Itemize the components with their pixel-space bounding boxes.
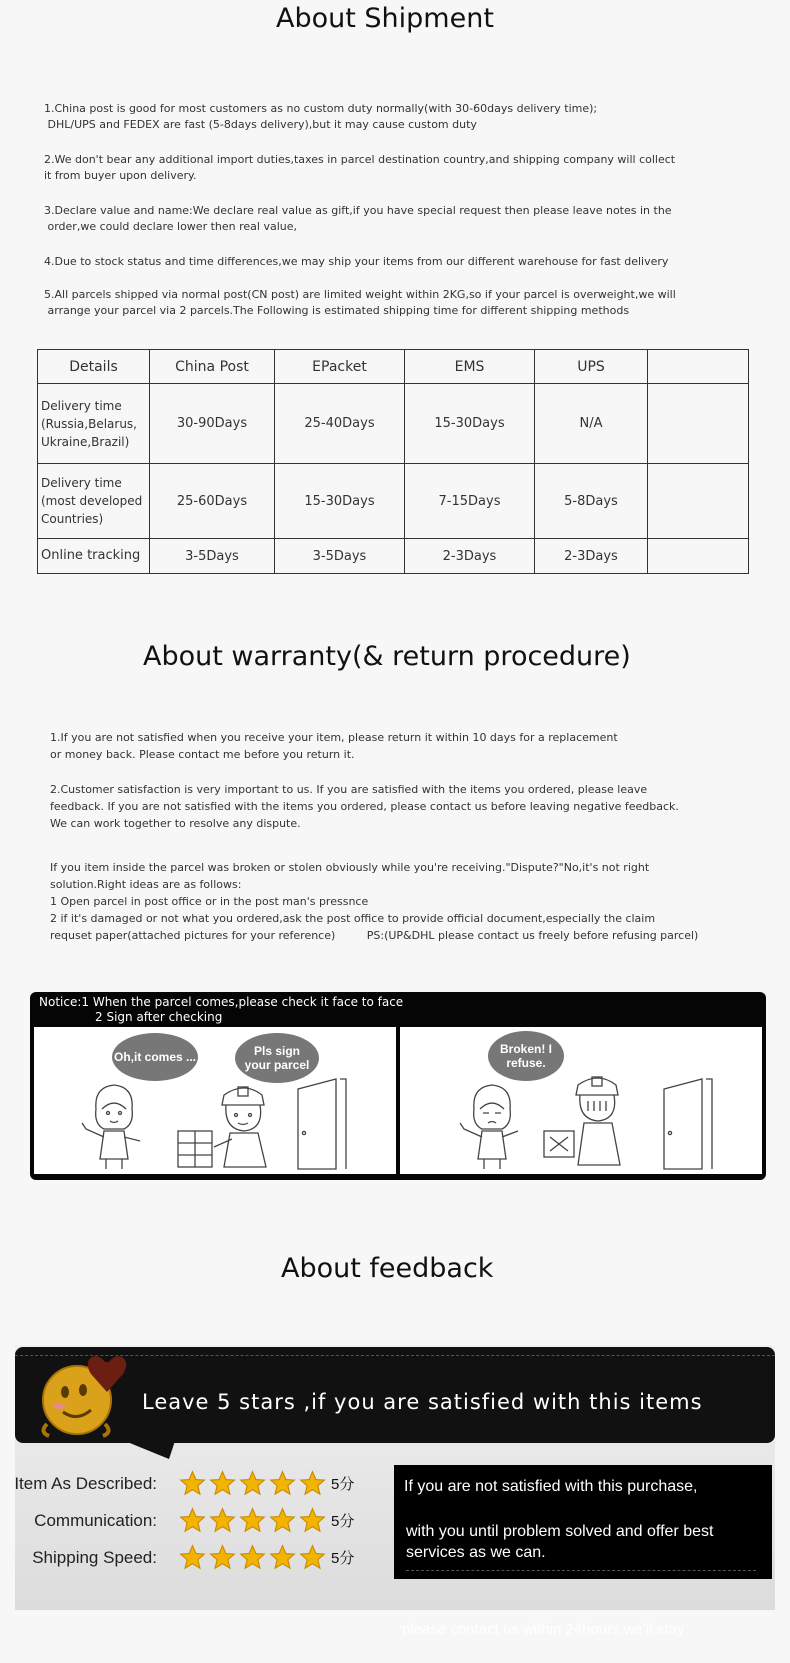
shipment-note-4: 4.Due to stock status and time differences,we may ship your items from our different warehouse for fast delivery xyxy=(44,255,669,268)
warranty-p3: If you item inside the parcel was broken or stolen obviously while you're receiving."Dispute?"No,it's not right solution.Right ideas are as follows: 1 Open parcel in post office or in the post man's pressnce 2 if it's damaged or not what you ordered,ask the post office to provide official document,especially the claim requset paper(attached pictures for your reference) PS:(UP&DHL please contact us freely before refusing parcel) xyxy=(50,861,699,942)
shipment-note-5: 5.All parcels shipped via normal post(CN post) are limited weight within 2KG,so if your parcel is overweight,we will arrange your parcel via 2 parcels.The Following is estimated shipping time for different shipping methods xyxy=(44,288,676,317)
girl-figure-icon xyxy=(452,1079,532,1171)
table-row xyxy=(38,464,749,539)
table-cell: 25-40Days xyxy=(275,384,405,464)
feedback-title: About feedback xyxy=(281,1253,494,1284)
star-icon xyxy=(179,1507,206,1534)
rating-score: 5分 xyxy=(331,1476,355,1493)
shipment-note-1: 1.China post is good for most customers as no custom duty normally(with 30-60days delivery time); DHL/UPS and FEDEX are fast (5-8days delivery),but it may cause custom duty xyxy=(44,102,598,131)
warranty-p1: 1.If you are not satisfied when you receive your item, please return it within 10 days for a replacement or money back. Please contact me before you return it. xyxy=(50,731,618,761)
banner-tail-icon xyxy=(125,1441,175,1461)
star-icon xyxy=(179,1470,206,1497)
postman-with-broken-parcel-icon xyxy=(540,1071,650,1171)
table-cell: 3-5Days xyxy=(275,539,405,574)
shipping-time-table xyxy=(37,349,749,574)
table-cell: 2-3Days xyxy=(405,539,535,574)
rating-row-shipping-speed xyxy=(2,1544,354,1571)
star-icon xyxy=(179,1544,206,1571)
table-header: EPacket xyxy=(275,350,405,384)
table-row xyxy=(38,539,749,574)
star-icon xyxy=(239,1470,266,1497)
table-cell: 5-8Days xyxy=(535,464,648,539)
shipment-note-2: 2.We don't bear any additional import duties,taxes in parcel destination country,and shipping company will collect it from buyer upon delivery. xyxy=(44,153,676,182)
star-icon xyxy=(269,1470,296,1497)
door-icon xyxy=(292,1075,352,1171)
table-header-row xyxy=(38,350,749,384)
star-icon xyxy=(209,1507,236,1534)
emoji-heart-icon xyxy=(35,1352,135,1442)
notice-line-2: 2 Sign after checking xyxy=(95,1010,223,1024)
table-row xyxy=(38,384,749,464)
postman-with-parcel-icon xyxy=(174,1081,284,1173)
speech-bubble: Pls sign your parcel xyxy=(235,1033,319,1083)
illustration-accept xyxy=(34,1027,396,1174)
star-icon xyxy=(209,1544,236,1571)
note-line-1: If you are not satisfied with this purchase, xyxy=(404,1478,698,1495)
footer-contact-text: please contact us within 24hours,we'll stay xyxy=(402,1621,685,1638)
table-cell xyxy=(648,384,749,464)
table-header: China Post xyxy=(150,350,275,384)
star-icon xyxy=(239,1544,266,1571)
table-header: Details xyxy=(38,350,150,384)
illustration-refuse xyxy=(400,1027,762,1174)
notice-box xyxy=(30,992,766,1180)
door-icon xyxy=(658,1075,718,1171)
satisfaction-note-box xyxy=(394,1465,772,1579)
note-line-3: services as we can. xyxy=(406,1544,546,1561)
star-icon xyxy=(299,1507,326,1534)
table-cell: 7-15Days xyxy=(405,464,535,539)
rating-label: Shipping Speed: xyxy=(32,1547,157,1567)
table-cell: 2-3Days xyxy=(535,539,648,574)
star-group xyxy=(179,1470,329,1497)
table-header: UPS xyxy=(535,350,648,384)
star-icon xyxy=(239,1507,266,1534)
table-cell xyxy=(648,539,749,574)
table-cell: 15-30Days xyxy=(275,464,405,539)
shipment-notes xyxy=(44,101,744,338)
warranty-title: About warranty(& return procedure) xyxy=(143,641,631,672)
table-cell: N/A xyxy=(535,384,648,464)
warranty-p2: 2.Customer satisfaction is very important to us. If you are satisfied with the items you ordered, please leave feedback. If you are not satisfied with the items you ordered, please contact us before leaving negative feedback. We can work together to resolve any dispute. xyxy=(50,783,679,830)
rating-label: Communication: xyxy=(34,1510,157,1530)
table-header: EMS xyxy=(405,350,535,384)
table-cell: Delivery time (Russia,Belarus, Ukraine,Brazil) xyxy=(38,384,150,464)
rating-score: 5分 xyxy=(331,1550,355,1567)
rating-row-item-described xyxy=(2,1470,354,1497)
table-cell: 25-60Days xyxy=(150,464,275,539)
speech-bubble: Oh,it comes ... xyxy=(112,1033,198,1081)
star-icon xyxy=(269,1507,296,1534)
table-cell: 30-90Days xyxy=(150,384,275,464)
table-header xyxy=(648,350,749,384)
rating-label: Item As Described: xyxy=(14,1473,157,1493)
table-cell: 3-5Days xyxy=(150,539,275,574)
rating-row-communication xyxy=(2,1507,354,1534)
speech-bubble: Broken! I refuse. xyxy=(488,1031,564,1081)
star-icon xyxy=(299,1470,326,1497)
table-cell xyxy=(648,464,749,539)
table-cell: Online tracking xyxy=(38,539,150,574)
star-icon xyxy=(269,1544,296,1571)
girl-figure-icon xyxy=(74,1079,154,1171)
star-icon xyxy=(209,1470,236,1497)
note-line-2: with you until problem solved and offer best xyxy=(406,1523,714,1540)
notice-line-1: Notice:1 When the parcel comes,please check it face to face xyxy=(39,995,404,1009)
table-cell: Delivery time (most developed Countries) xyxy=(38,464,150,539)
table-cell: 15-30Days xyxy=(405,384,535,464)
star-group xyxy=(179,1507,329,1534)
star-icon xyxy=(299,1544,326,1571)
shipment-note-3: 3.Declare value and name:We declare real value as gift,if you have special request then please leave notes in the order,we could declare lower then real value, xyxy=(44,204,672,233)
note-divider xyxy=(406,1570,756,1571)
banner-text: Leave 5 stars ,if you are satisfied with this items xyxy=(142,1390,703,1414)
rating-score: 5分 xyxy=(331,1513,355,1530)
star-group xyxy=(179,1544,329,1571)
shipment-title: About Shipment xyxy=(276,3,494,34)
